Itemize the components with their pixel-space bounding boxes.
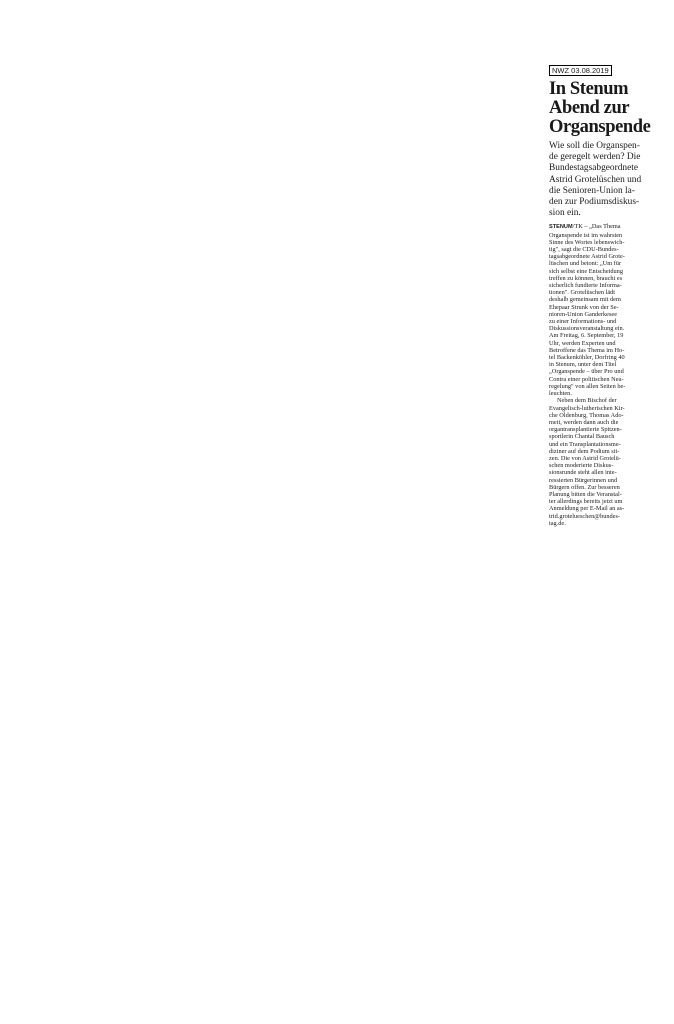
body-line: tagsabgeordnete Astrid Grote- — [549, 253, 625, 261]
article-headline — [549, 79, 651, 137]
article-body — [549, 223, 645, 527]
body-line: Evangelisch-lutherischen Kir- — [549, 404, 625, 412]
body-line: tig", sagt die CDU-Bundes- — [549, 246, 619, 254]
body-line: Planung bitten die Veranstal- — [549, 490, 622, 498]
body-line: ter allerdings bereits jetzt um — [549, 498, 623, 506]
body-line: zen. Die von Astrid Grotelü- — [549, 454, 621, 462]
body-line: tel Backenköhler, Dorfring 40 — [549, 354, 625, 362]
body-line: organtransplantierte Spitzen- — [549, 426, 622, 434]
body-line: Am Freitag, 6. September, 19 — [549, 332, 624, 340]
teaser-line: den zur Podiumsdiskus- — [549, 197, 640, 208]
teaser-line: Astrid Grotelüschen und — [549, 174, 642, 185]
body-line — [549, 223, 645, 231]
body-line: lüschen und betont: „Um für — [549, 260, 622, 268]
body-line: schen moderierte Diskus- — [549, 462, 614, 470]
body-line: Contra einer politischen Neu- — [549, 375, 624, 383]
teaser-line: sion ein. — [549, 208, 581, 219]
teaser-line: de geregelt werden? Die — [549, 152, 641, 163]
body-line: nioren-Union Ganderkesee — [549, 310, 618, 318]
body-line: trid.grotelueschen@bundes- — [549, 512, 621, 520]
body-line: che Oldenburg, Thomas Ado- — [549, 411, 624, 419]
body-line: Bürgern offen. Zur besseren — [549, 483, 620, 491]
body-line: regelung" von allen Seiten be- — [549, 382, 626, 390]
body-line: leuchten. — [549, 390, 572, 398]
body-line: Sinne des Wortes lebenswich- — [549, 238, 625, 246]
teaser-line: Wie soll die Organspen- — [549, 141, 640, 151]
body-line: Ehepaar Strunk von der Se- — [549, 303, 619, 311]
teaser-line: Bundestagsabgeordnete — [549, 163, 639, 174]
headline-line: In Stenum — [549, 79, 629, 99]
body-line: sich selbst eine Entscheidung — [549, 267, 623, 275]
body-line: Betroffene das Thema im Ho- — [549, 346, 625, 354]
dateline-suffix: /TK – „Das Thema — [572, 223, 621, 231]
headline-line: Organspende — [549, 117, 651, 137]
body-line: deshalb gemeinsam mit dem — [549, 296, 621, 304]
article-teaser — [549, 141, 645, 219]
body-line: diziner auf dem Podium sit- — [549, 447, 620, 455]
headline-line: Abend zur — [549, 98, 630, 118]
body-line: Anmeldung per E-Mail an as- — [549, 505, 625, 513]
body-line: ressierten Bürgerinnen und — [549, 476, 618, 484]
body-line: treffen zu können, braucht es — [549, 274, 623, 282]
body-line: Organspende ist im wahrsten — [549, 231, 623, 239]
source-label: NWZ 03.08.2019 — [549, 65, 612, 76]
body-paragraph-1 — [549, 223, 645, 397]
body-line: sicherlich fundierte Informa- — [549, 282, 622, 290]
body-line: und ein Transplantationsme- — [549, 440, 621, 448]
newspaper-article — [549, 60, 651, 527]
body-line: sportlerin Chantal Bausch — [549, 433, 615, 441]
teaser-line: die Senioren-Union la- — [549, 185, 635, 196]
body-line: Neben dem Bischof der — [557, 397, 617, 405]
body-line: tionen". Grotelüschen lädt — [549, 289, 616, 297]
dateline: STENUM — [549, 224, 573, 231]
body-line: Uhr, werden Experten und — [549, 339, 616, 347]
body-line: sionsrunde steht allen inte- — [549, 469, 617, 477]
body-line: Diskussionsveranstaltung ein. — [549, 325, 625, 333]
body-line: tag.de. — [549, 519, 566, 527]
body-line: meit, werden dann auch die — [549, 418, 619, 426]
body-paragraph-2 — [549, 397, 645, 527]
body-line: in Stenum, unter dem Titel — [549, 361, 617, 369]
body-line: „Organspende – über Pro und — [549, 368, 624, 376]
body-line: zu einer Informations- und — [549, 318, 617, 326]
